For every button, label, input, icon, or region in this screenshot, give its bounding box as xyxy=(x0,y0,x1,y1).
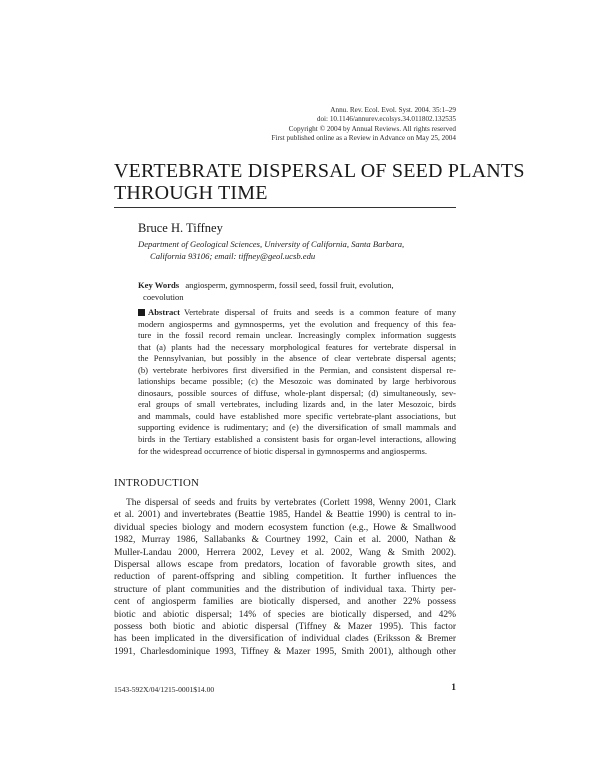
keywords-line-2: coevolution xyxy=(143,291,184,302)
body-line: possess both biotic and abiotic dispersal (Tiffney & Mazer 1995). This factor xyxy=(114,622,456,633)
body-line: The dispersal of seeds and fruits by vertebrates (Corlett 1998, Wenny 2001, Clark xyxy=(126,498,456,508)
affiliation-line-1: Department of Geological Sciences, University of California, Santa Barbara, xyxy=(138,239,405,249)
abstract-line: birds in the Tertiary established a consistent basis for organ-level interactions, allowing xyxy=(138,434,456,445)
body-line: Dispersal allows escape from predators, location of favorable growth sites, and xyxy=(114,560,456,571)
masthead-published: First published online as a Review in Advance on May 25, 2004 xyxy=(271,134,456,143)
abstract-line: (b) vertebrate herbivores first diversified in the Permian, and consistent dispersal re- xyxy=(138,364,456,375)
body-line: 1991, Charlesdominique 1993, Tiffney & Mazer 1995, Smith 2001), although other xyxy=(114,646,456,657)
abstract-line: for the widespread occurrence of biotic dispersal in gymnosperms and angiosperms. xyxy=(138,445,427,456)
title-line-2: THROUGH TIME xyxy=(114,182,268,204)
title-line-1: VERTEBRATE DISPERSAL OF SEED PLANTS xyxy=(114,160,525,182)
introduction-body xyxy=(114,497,456,658)
abstract-line: and mammals, could have established more specific vertebrate-plant associations, but xyxy=(138,410,456,421)
abstract-line: dinosaurs, possible sources of diffuse, whole-plant dispersal; (d) simultaneously, sev- xyxy=(138,387,456,398)
section-heading: INTRODUCTION xyxy=(114,477,200,489)
abstract-line: eral groups of small vertebrates, including lizards and, in the later Mesozoic, birds xyxy=(138,399,456,410)
body-line: cent of angiosperm families are biotically dispersed, and another 22% possess xyxy=(114,597,456,608)
keywords-block xyxy=(138,280,456,303)
masthead-citation: Annu. Rev. Ecol. Evol. Syst. 2004. 35:1–29 xyxy=(330,106,456,114)
keywords-label: Key Words xyxy=(138,280,180,290)
body-line: reduction of parent-offspring and sibling competition. It further influences the xyxy=(114,572,456,583)
affiliation-line-2: California 93106; email: tiffney@geol.ucsb.edu xyxy=(150,251,316,261)
body-line: dividual species biology and modern ecosystem function (e.g., Howe & Smallwood xyxy=(114,522,456,533)
abstract-line: modern angiosperms and gymnosperms, yet the evolution and frequency of this fea- xyxy=(138,318,456,329)
abstract-line: ture in the fossil record remain unclear. Increasingly complex information suggests xyxy=(138,330,456,341)
abstract-line: that (a) plants had the necessary morphological features for vertebrate dispersal in xyxy=(138,341,456,352)
abstract-label: Abstract xyxy=(148,307,180,317)
keywords-line-1: angiosperm, gymnosperm, fossil seed, fossil fruit, evolution, xyxy=(185,280,394,290)
abstract-line: supporting evidence is rudimentary; and (e) the diversification of small mammals and xyxy=(138,422,456,433)
abstract-line: the Pennsylvanian, but possibly in the absence of clear vertebrate dispersal agents; xyxy=(138,353,456,364)
body-line: structure of plant communities and the distribution of individual taxa. Thirty per- xyxy=(114,584,456,595)
body-line: et al. 2001) and invertebrates (Beattie 1985, Handel & Beattie 1990) is central to in- xyxy=(114,510,456,521)
abstract-line: lationships became possible; (c) the Mesozoic was dominated by large herbivorous xyxy=(138,376,456,387)
square-bullet-icon xyxy=(138,309,145,316)
title-divider xyxy=(114,207,456,208)
abstract-text: Vertebrate dispersal of fruits and seeds is a common feature of many xyxy=(183,307,456,317)
abstract-line xyxy=(138,307,456,319)
body-line: Muller-Landau 2000, Herrera 2002, Levey et al. 2002, Wang & Smith 2002). xyxy=(114,547,456,558)
body-line: has been implicated in the diversification of individual clades (Eriksson & Bremer xyxy=(114,634,456,645)
article-title xyxy=(114,160,525,204)
masthead-doi: doi: 10.1146/annurev.ecolsys.34.011802.132535 xyxy=(316,115,456,124)
body-line: 1982, Murray 1986, Sallabanks & Courtney 1992, Cain et al. 2000, Nathan & xyxy=(114,535,456,546)
author-name: Bruce H. Tiffney xyxy=(138,221,223,235)
fee-code: 1543-592X/04/1215-0001$14.00 xyxy=(114,685,215,694)
abstract-block xyxy=(138,307,456,457)
masthead-copyright: Copyright © 2004 by Annual Reviews. All rights reserved xyxy=(288,124,456,133)
body-line: biotic and abiotic dispersal; 14% of species are biotically dispersed, and 42% xyxy=(114,609,456,620)
author-affiliation xyxy=(138,238,458,262)
page-number: 1 xyxy=(451,683,456,693)
journal-masthead xyxy=(272,106,456,144)
